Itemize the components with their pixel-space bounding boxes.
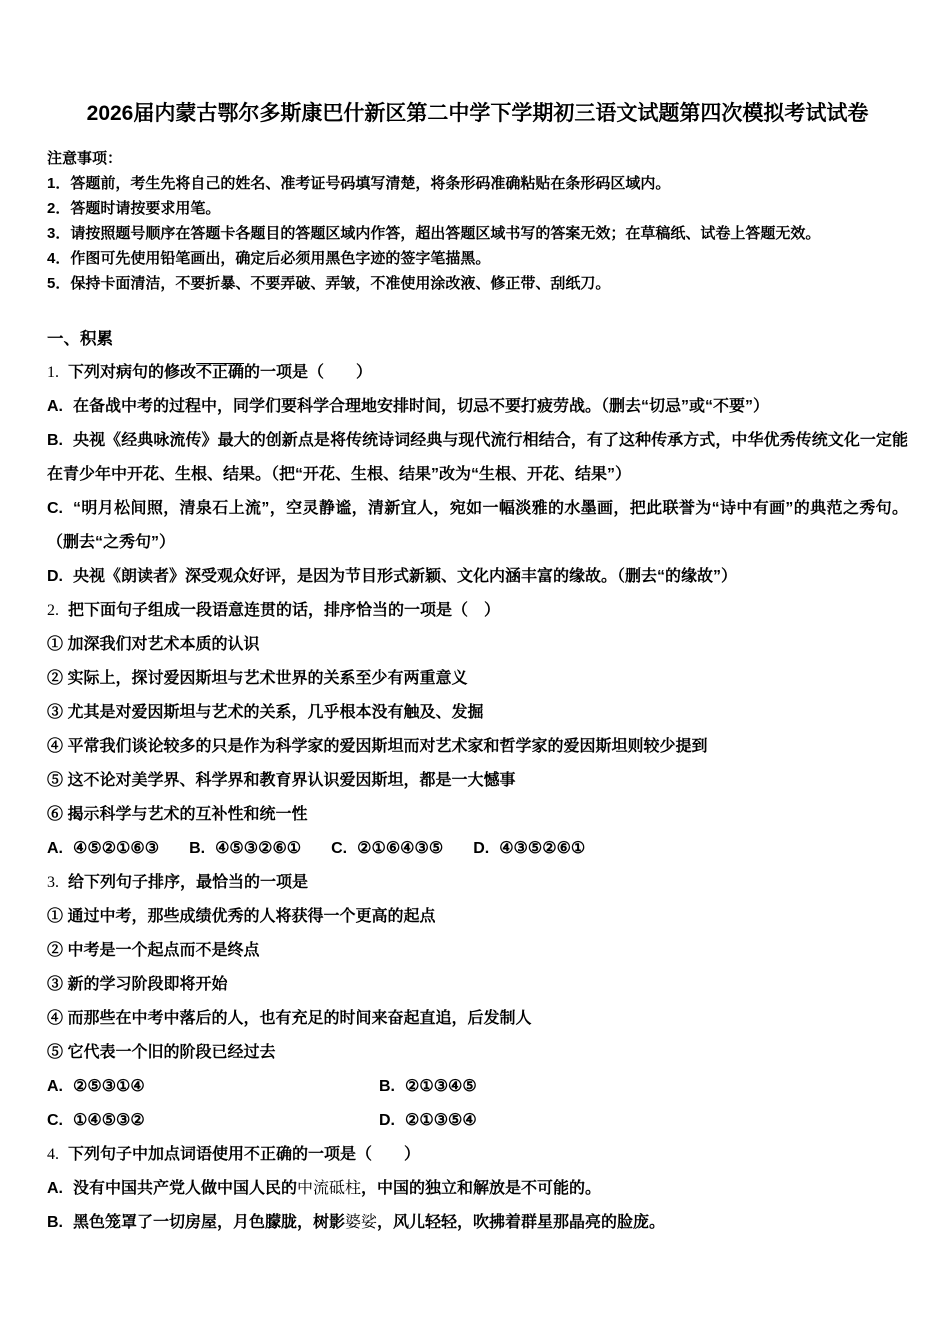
option-label: A. bbox=[47, 1078, 63, 1095]
option-label: A. bbox=[47, 1180, 63, 1197]
option-value: ②①③⑤④ bbox=[405, 1112, 477, 1129]
emphasized-word: 中流砥柱 bbox=[297, 1180, 362, 1197]
question-number: 1. bbox=[47, 364, 59, 381]
option-b bbox=[379, 1070, 908, 1104]
option-label: C. bbox=[47, 500, 63, 517]
question-2-options bbox=[47, 832, 908, 866]
question-2-sentence: ① 加深我们对艺术本质的认识 bbox=[47, 636, 260, 653]
option-label: D. bbox=[379, 1112, 395, 1129]
notice-heading: 注意事项： bbox=[47, 150, 123, 167]
question-3-sentence: ③ 新的学习阶段即将开始 bbox=[47, 976, 228, 993]
question-3-sentence: ① 通过中考，那些成绩优秀的人将获得一个更高的起点 bbox=[47, 908, 436, 925]
option-b bbox=[189, 840, 301, 857]
option-value: ②⑤③①④ bbox=[73, 1078, 145, 1095]
option-text: 在备战中考的过程中，同学们要科学合理地安排时间，切忌不要打疲劳战。（删去“切忌”或“不要”） bbox=[73, 398, 770, 415]
question-2-sentence: ④ 平常我们谈论较多的只是作为科学家的爱因斯坦而对艺术家和哲学家的爱因斯坦则较少提到 bbox=[47, 738, 708, 755]
option-text: 央视《经典咏流传》最大的创新点是将传统诗词经典与现代流行相结合，有了这种传承方式，中华优秀传统文化一定能在青少年中开花、生根、结果。（把“开花、生根、结果”改为“生根、开花、结果”） bbox=[47, 432, 908, 483]
option-label: C. bbox=[47, 1112, 63, 1129]
option-text: ，中国的独立和解放是不可能的。 bbox=[361, 1180, 602, 1197]
question-1-stem bbox=[47, 356, 908, 390]
option-label: B. bbox=[189, 840, 206, 857]
question-number: 2. bbox=[47, 602, 59, 619]
option-label: A. bbox=[47, 840, 63, 857]
question-1-option-b bbox=[47, 424, 908, 492]
question-3-stem bbox=[47, 866, 908, 900]
option-label: D. bbox=[473, 840, 490, 857]
option-label: B. bbox=[47, 432, 63, 449]
question-3-options bbox=[47, 1070, 908, 1138]
option-label: A. bbox=[47, 398, 63, 415]
question-number: 3. bbox=[47, 874, 59, 891]
question-2-sentence: ⑤ 这不论对美学界、科学界和教育界认识爱因斯坦，都是一大憾事 bbox=[47, 772, 516, 789]
question-1-option-c bbox=[47, 492, 908, 560]
option-text: “明月松间照，清泉石上流”，空灵静谧，清新宜人，宛如一幅淡雅的水墨画，把此联誉为“诗中有画”的典范之秀句。（删去“之秀句”） bbox=[47, 500, 908, 551]
option-d bbox=[379, 1104, 908, 1138]
option-label: D. bbox=[47, 568, 63, 585]
question-3-sentence: ④ 而那些在中考中落后的人，也有充足的时间来奋起直追，后发制人 bbox=[47, 1010, 532, 1027]
question-2-sentence: ⑥ 揭示科学与艺术的互补性和统一性 bbox=[47, 806, 308, 823]
option-label: B. bbox=[47, 1214, 63, 1231]
notice-item: 5．保持卡面清洁，不要折暴、不要弄破、弄皱，不准使用涂改液、修正带、刮纸刀。 bbox=[47, 275, 611, 292]
stem-text: 把下面句子组成一段语意连贯的话，排序恰当的一项是（ ） bbox=[68, 602, 501, 619]
question-3-sentence: ⑤ 它代表一个旧的阶段已经过去 bbox=[47, 1044, 276, 1061]
question-4-option-a bbox=[47, 1172, 908, 1206]
notice-item: 3．请按照题号顺序在答题卡各题目的答题区域内作答，超出答题区域书写的答案无效；在草稿纸、试卷上答题无效。 bbox=[47, 225, 821, 242]
option-text: ，风儿轻轻，吹拂着群星那晶亮的脸庞。 bbox=[377, 1214, 666, 1231]
notice-item: 2．答题时请按要求用笔。 bbox=[47, 200, 221, 217]
option-value: ②①③④⑤ bbox=[405, 1078, 477, 1095]
option-text: 没有中国共产党人做中国人民的 bbox=[73, 1180, 298, 1197]
questions-section bbox=[47, 322, 908, 1240]
option-text: 黑色笼罩了一切房屋，月色朦胧，树影 bbox=[73, 1214, 346, 1231]
stem-emphasis: 不正确 bbox=[196, 364, 245, 381]
emphasized-word: 婆娑 bbox=[345, 1214, 378, 1231]
option-a bbox=[47, 1070, 379, 1104]
stem-text: 的一项是（ ） bbox=[244, 364, 373, 381]
question-2-sentence: ② 实际上，探讨爱因斯坦与艺术世界的关系至少有两重意义 bbox=[47, 670, 468, 687]
question-3-sentence: ② 中考是一个起点而不是终点 bbox=[47, 942, 260, 959]
option-text: 央视《朗读者》深受观众好评，是因为节目形式新颖、文化内涵丰富的缘故。（删去“的缘故”） bbox=[73, 568, 738, 585]
option-value: ④⑤③②⑥① bbox=[215, 840, 302, 857]
stem-text: 给下列句子排序，最恰当的一项是 bbox=[68, 874, 309, 891]
question-number: 4. bbox=[47, 1146, 59, 1163]
section-heading: 一、积累 bbox=[47, 330, 113, 348]
question-2-sentence: ③ 尤其是对爱因斯坦与艺术的关系，几乎根本没有触及、发掘 bbox=[47, 704, 484, 721]
notice-section bbox=[47, 146, 908, 296]
option-c bbox=[47, 1104, 379, 1138]
notice-item: 1．答题前，考生先将自己的姓名、准考证号码填写清楚，将条形码准确粘贴在条形码区域内。 bbox=[47, 175, 671, 192]
option-value: ①④⑤③② bbox=[73, 1112, 145, 1129]
option-label: B. bbox=[379, 1078, 395, 1095]
question-2-stem bbox=[47, 594, 908, 628]
option-label: C. bbox=[331, 840, 348, 857]
page-title: 2026届内蒙古鄂尔多斯康巴什新区第二中学下学期初三语文试题第四次模拟考试试卷 bbox=[86, 102, 869, 125]
option-value: ④⑤②①⑥③ bbox=[73, 840, 160, 857]
question-4-option-b bbox=[47, 1206, 908, 1240]
notice-item: 4．作图可先使用铅笔画出，确定后必须用黑色字迹的签字笔描黑。 bbox=[47, 250, 491, 267]
question-1-option-a bbox=[47, 390, 908, 424]
option-a bbox=[47, 840, 159, 857]
question-4-stem bbox=[47, 1138, 908, 1172]
option-value: ②①⑥④③⑤ bbox=[357, 840, 444, 857]
option-d bbox=[473, 840, 585, 857]
option-value: ④③⑤②⑥① bbox=[499, 840, 586, 857]
stem-text: 下列对病句的修改 bbox=[68, 364, 197, 381]
option-c bbox=[331, 840, 443, 857]
question-1-option-d bbox=[47, 560, 908, 594]
stem-text: 下列句子中加点词语使用不正确的一项是（ ） bbox=[68, 1146, 421, 1163]
